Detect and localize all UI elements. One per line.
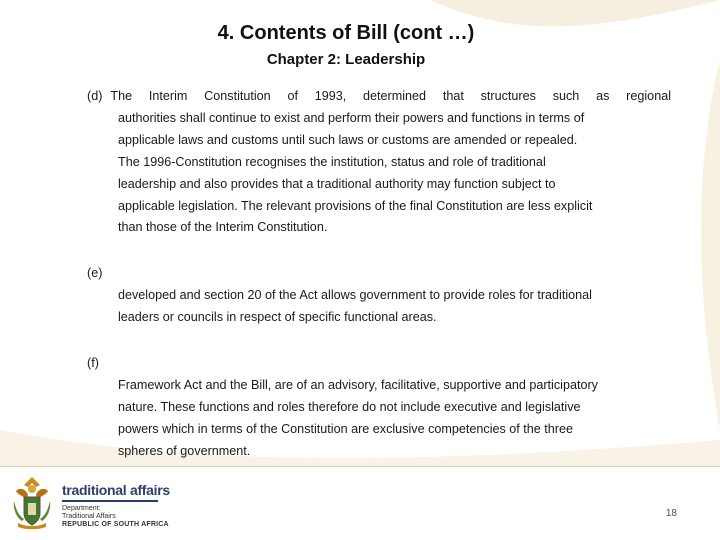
brand-rule [62,500,158,502]
text-line: nature. These functions and roles therefore do not include executive and legislative [118,400,581,415]
footer-divider [0,466,720,467]
department-line: Department: [62,504,101,512]
text-line: leaders or councils in respect of specific functional areas. [118,310,437,325]
text-line: spheres of government. [118,443,251,458]
brand-name: traditional affairs [62,482,170,498]
text-line: leadership and also provides that a traditional authority may function subject to [118,176,556,191]
coat-of-arms-icon [10,475,54,531]
text-line: The 1996-Constitution recognises the institution, status and role of traditional [118,154,546,169]
content-body [87,86,671,463]
list-marker: (e) [87,266,103,281]
list-item-e [87,263,671,329]
text-line: authorities shall continue to exist and perform their powers and functions in terms of [118,110,585,125]
text-line: applicable laws and customs until such laws or customs are amended or repealed. [118,132,578,147]
text-line: than those of the Interim Constitution. [118,220,328,235]
text-line: developed and section 20 of the Act allows government to provide roles for traditional [118,288,592,303]
list-item-d [87,86,671,239]
country-name: REPUBLIC OF SOUTH AFRICA [62,520,169,528]
list-marker: (f) [87,356,99,371]
list-item-text: The Interim Constitution of 1993, determined that structures such as regional [110,89,671,103]
slide-title: 4. Contents of Bill (cont …) [217,22,475,44]
brand-block [62,482,170,529]
page-number: 18 [665,508,677,519]
text-line: Framework Act and the Bill, are of an advisory, facilitative, supportive and participatory [118,378,598,393]
list-marker: (d) [87,89,103,103]
slide-subtitle: Chapter 2: Leadership [266,51,426,68]
list-item-first-line [87,86,671,108]
department-name: Traditional Affairs [62,512,116,520]
text-line: applicable legislation. The relevant provisions of the final Constitution are less explicit [118,198,593,213]
list-item-f [87,353,671,463]
text-line: powers which in terms of the Constitution are exclusive competencies of the three [118,421,573,436]
